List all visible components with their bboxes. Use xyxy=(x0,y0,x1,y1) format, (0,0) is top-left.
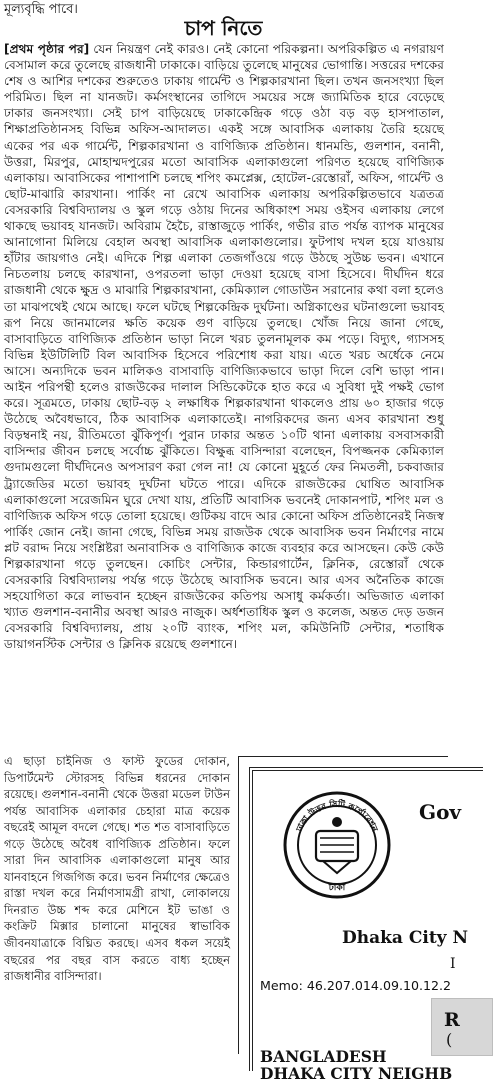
notice-small-text: I xyxy=(450,956,456,972)
article-wide-text xyxy=(4,41,444,763)
seal-city-text: ঢাকা xyxy=(328,883,346,893)
notice-country-line: BANGLADESH xyxy=(260,1047,387,1066)
continued-from-label: [প্রথম পৃষ্ঠার পর] xyxy=(4,42,90,56)
seal-arc-text: ঢাকা উত্তর সিটি কর্পোরেশন xyxy=(294,799,380,834)
article-narrow-column: এ ছাড়া চাইনিজ ও ফাস্ট ফুডের দোকান, ডিপার্টমেন্ট স্টোরসহ বিভিন্ন ধরনের দোকান রয়েছে। গুলশান-বনানী থেকে উত্তরা মডেল টাউন পর্যন্ত আবাসিক এলাকার চেহারা মাত্র কয়েক বছরেই আমূল বদলে গেছে। শত শত বাসাবাড়িতে গড়ে উঠেছে অবৈধ বাণিজ্যিক প্রতিষ্ঠান। ফলে সারা দিন আবাসিক এলাকাগুলো মানুষ আর যানবাহনে গিজগিজ করে। ভবন নির্মাণের ক্ষেত্রেও রাস্তা দখল করে নির্মাণসামগ্রী রাখা, লোকালয়ে দিনরাত উচ্চ শব্দ করে মেশিনে ইট ভাঙা ও কংক্রিট মিক্সার চালানো মানুষের স্বাভাবিক জীবনযাত্রাকে বিঘ্নিত করছে। এসব ধকল সয়েই বছরের পর বছর বাস করতে বাধ্য হচ্ছেন রাজধানীর বাসিন্দারা। xyxy=(4,754,230,984)
notice-project-line: DHAKA CITY NEIGHB xyxy=(260,1064,453,1083)
government-notice xyxy=(238,756,469,1083)
previous-article-tail: মূল্যবৃদ্ধি পাবে। xyxy=(4,2,78,17)
notice-city-heading: Dhaka City N xyxy=(342,928,469,948)
article-headline: চাপ নিতে xyxy=(184,16,263,40)
article-paragraph: যেন নিয়ন্ত্রণ নেই কারও। নেই কোনো পরিকল্পনা। অপরিকল্পিত এ নগরায়ণ বেসামাল করে তুলেছে রাজধানী ঢাকাকে। বাড়িয়ে তুলেছে মানুষের ভোগান্তি। সত্তরের দশকের শেষ ও আশির দশকের শুরুতেও ঢাকায় গার্মেন্ট ও শিল্পকারখানা ছিল। তখন জনসংখ্যা ছিল পরিমিত। ছিল না যানজট। কর্মসংস্থানের তাগিদে সময়ের সঙ্গে জ্যামিতিক হারে বেড়েছে ঢাকার জনসংখ্যা। সেই চাপ বাড়িয়েছে ঢাকাকেন্দ্রিক গড়ে ওঠা বড় বড় হাসপাতাল, শিক্ষাপ্রতিষ্ঠানসহ বিভিন্ন অফিস-আদালত। একই সঙ্গে আবাসিক এলাকায় তৈরি হয়েছে একের পর এক গার্মেন্ট, শিল্পকারখানা ও বাণিজ্যিক প্রতিষ্ঠান। ধানমন্ডি, গুলশান, বনানী, উত্তরা, মিরপুর, মোহাম্মদপুরের মতো আবাসিক এলাকাগুলো পরিণত হয়েছে বাণিজ্যিক এলাকায়। আবাসিকের পাশাপাশি চলছে শপিং কমপ্লেক্স, হোটেল-রেস্তোরাঁ, অফিস, গার্মেন্ট ও ছোট-মাঝারি কারখানা। পার্কিং না রেখে আবাসিক এলাকায় অপরিকল্পিতভাবে যত্রতত্র বেসরকারি বিশ্ববিদ্যালয় ও স্কুল গড়ে ওঠায় দিনের অধিকাংশ সময় ওইসব এলাকায় লেগে থাকছে ভয়াবহ যানজট। অবিরাম হৈচৈ, রাস্তাজুড়ে পার্কিং, গভীর রাত পর্যন্ত ব্যাপক মানুষের আনাগোনা মিলিয়ে বেহাল অবস্থা আবাসিক এলাকাগুলোর। ফুটপাথ দখল হয়ে যাওয়ায় হাঁটার জায়গাও নেই। এদিকে শিল্প এলাকা তেজগাঁওয়ে গড়ে উঠছে সুউচ্চ ভবন। এখানে নিচতলায় চলছে কারখানা, ওপরতলা ভাড়া দেওয়া হয়েছে বাসা হিসেবে। দীর্ঘদিন ধরে রাজধানী থেকে ক্ষুদ্র ও মাঝারি শিল্পকারখানা, কেমিক্যাল গোডাউন সরানোর কথা বলা হলেও তা মাঝপথেই থেমে আছে। ফলে ঘটছে শিল্পকেন্দ্রিক দুর্ঘটনা। অগ্নিকাণ্ডের ঘটনাগুলো ভয়াবহ রূপ নিয়ে জানমালের ক্ষতি কয়েক গুণ বাড়িয়ে তুলছে। খোঁজ নিয়ে জানা গেছে, বাসাবাড়িতে বাণিজ্যিক প্রতিষ্ঠান ভাড়া নিলে খরচ তুলনামূলক কম পড়ে। বিদ্যুৎ, গ্যাসসহ বিভিন্ন ইউটিলিটি বিল আবাসিক হিসেবে পরিশোধ করা যায়। এতে খরচ অর্ধেকে নেমে আসে। অন্যদিকে ভবন মালিকও বাসাবাড়ি বাণিজ্যিকভাবে ভাড়া দিলে বেশি ভাড়া পান। আইন পরিপন্থী হলেও রাজউকের দালাল সিন্ডিকেটকে হাত করে এ সুবিধা দুই পক্ষই ভোগ করে। সূত্রমতে, ঢাকায় ছোট-বড় ২ লক্ষাধিক শিল্পকারখানা থাকলেও প্রায় ৬০ হাজার গড়ে উঠেছে অবৈধভাবে, ঠিক আবাসিক এলাকাতেই। নাগরিকদের জন্য এসব কারখানা শুধু বিড়ম্বনাই নয়, রীতিমতো ঝুঁকিপূর্ণ। পুরান ঢাকার অন্তত ১০টি থানা এলাকায় বসবাসকারী বাসিন্দার জীবন চলছে সর্বোচ্চ ঝুঁকিতে। বিক্ষুব্ধ বাসিন্দারা বলেছেন, বিপজ্জনক কেমিক্যাল গুদামগুলো দীর্ঘদিনেও অপসারণ করা গেল না! যে কোনো মুহূর্তে ফের নিমতলী, চকবাজার ট্র্যাজেডির মতো ভয়াবহ দুর্ঘটনা ঘটতে পারে। এদিকে রাজউকের ঘোষিত আবাসিক এলাকাগুলো সরেজমিন ঘুরে দেখা যায়, প্রতিটি আবাসিক ভবনেই দোকানপাট, শপিং মল ও বাণিজ্যিক অফিস গড়ে তোলা হয়েছে। গুটিকয় বাদে আর কোনো অফিস প্রতিষ্ঠানেরই নিজস্ব পার্কিং জোন নেই। জানা গেছে, বিভিন্ন সময় রাজউক থেকে আবাসিক ভবন নির্মাণের নামে প্লট বরাদ্দ নিয়ে সংশ্লিষ্টরা অনাবাসিক ও বাণিজ্যিক কাজে ব্যবহার করে আসছেন। কেউ কেউ শিল্পকারখানা গড়ে তুলছেন। কোচিং সেন্টার, কিন্ডারগার্টেন, ক্লিনিক, রেস্তোরাঁ থেকে বেসরকারি বিশ্ববিদ্যালয় পর্যন্ত গড়ে উঠেছে আবাসিক ভবনে। আর এসব অনৈতিক কাজে সহযোগিতা করে লাভবান হচ্ছেন রাজউকের কতিপয় অসাধু কর্মকর্তা। অভিজাত এলাকা খ্যাত গুলশান-বনানীর অবস্থা আরও নাজুক। অর্ধশতাধিক স্কুল ও কলেজ, অন্তত দেড় ডজন বেসরকারি বিশ্ববিদ্যালয়, প্রায় ২০টি ব্যাংক, শপিং মল, কমিউনিটি সেন্টার, শতাধিক ডায়াগনস্টিক সেন্টার ও ক্লিনিক রয়েছে গুলশানে। xyxy=(4,42,445,652)
city-corporation-seal-icon xyxy=(281,789,393,901)
notice-title-parenthesis: ( xyxy=(446,1030,453,1049)
notice-government-heading: Gov xyxy=(419,800,462,824)
article-body xyxy=(4,41,444,763)
notice-title-letter: R xyxy=(444,1009,460,1031)
memo-number: Memo: 46.207.014.09.10.12.2 xyxy=(260,978,452,993)
notice-frame xyxy=(249,767,483,1083)
notice-title-box xyxy=(431,998,493,1056)
